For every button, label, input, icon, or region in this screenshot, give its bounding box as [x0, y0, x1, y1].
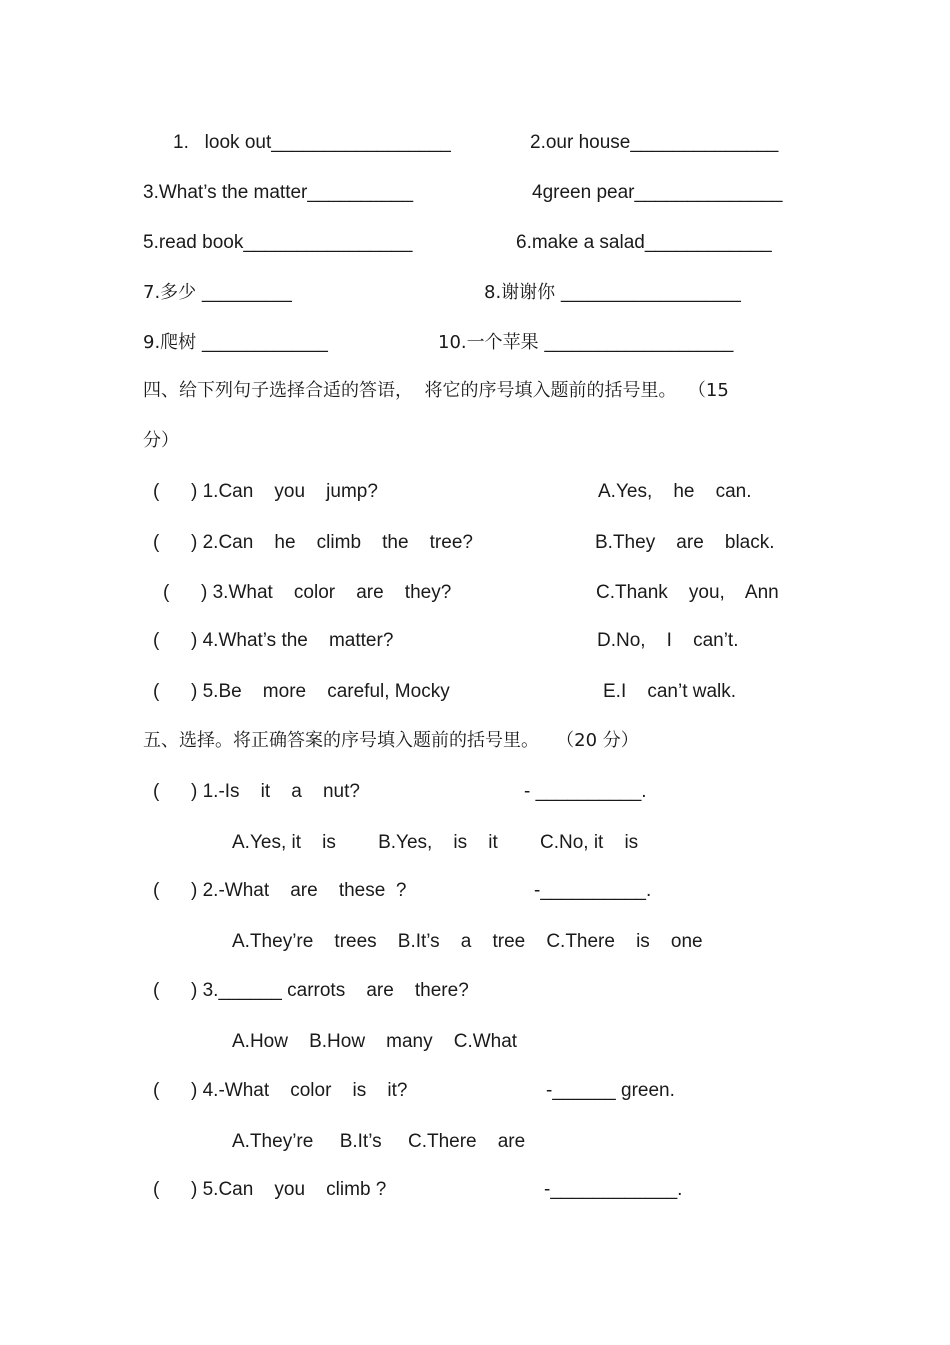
- translation-item-9: 9.爬树 ______________: [143, 332, 328, 353]
- section5-options-1: A.Yes, it is B.Yes, is it C.No, it is: [232, 832, 639, 853]
- section5-options-4: A.They’re B.It’s C.There are: [232, 1131, 526, 1152]
- section4-question-2: ( ) 2.Can he climb the tree?: [153, 532, 473, 553]
- section5-heading: 五、选择。将正确答案的序号填入题前的括号里。 （20 分）: [143, 730, 639, 751]
- section4-question-1: ( ) 1.Can you jump?: [153, 481, 378, 502]
- section4-answer-a: A.Yes, he can.: [598, 481, 752, 502]
- section5-question-3: ( ) 3.______ carrots are there?: [153, 980, 469, 1001]
- section4-answer-c: C.Thank you, Ann: [596, 582, 779, 603]
- section4-answer-d: D.No, I can’t.: [597, 630, 739, 651]
- translation-item-6: 6.make a salad____________: [516, 232, 772, 253]
- section4-answer-e: E.I can’t walk.: [603, 681, 737, 702]
- section5-question-2: ( ) 2.-What are these ?: [153, 880, 407, 901]
- section5-options-3: A.How B.How many C.What: [232, 1031, 518, 1052]
- section5-question-1: ( ) 1.-Is it a nut?: [153, 781, 360, 802]
- section4-question-3: ( ) 3.What color are they?: [163, 582, 452, 603]
- section4-heading-cont: 分）: [143, 430, 179, 451]
- section4-question-4: ( ) 4.What’s the matter?: [153, 630, 394, 651]
- section5-answer-blank-5: -____________.: [544, 1179, 683, 1200]
- translation-item-3: 3.What’s the matter__________: [143, 182, 414, 203]
- translation-item-8: 8.谢谢你 ____________________: [484, 282, 741, 303]
- translation-item-1: 1. look out_________________: [173, 132, 451, 153]
- section5-answer-blank-2: -__________.: [534, 880, 652, 901]
- section5-answer-blank-1: - __________.: [524, 781, 647, 802]
- section4-heading: 四、给下列句子选择合适的答语， 将它的序号填入题前的括号里。 （15: [143, 380, 729, 401]
- translation-item-7: 7.多少 __________: [143, 282, 292, 303]
- section4-answer-b: B.They are black.: [595, 532, 775, 553]
- section5-question-4: ( ) 4.-What color is it?: [153, 1080, 408, 1101]
- translation-item-4: 4green pear______________: [532, 182, 783, 203]
- translation-item-5: 5.read book________________: [143, 232, 413, 253]
- section4-question-5: ( ) 5.Be more careful, Mocky: [153, 681, 450, 702]
- translation-item-10: 10.一个苹果 _____________________: [438, 332, 734, 353]
- section5-question-5: ( ) 5.Can you climb ?: [153, 1179, 387, 1200]
- section5-answer-blank-4: -______ green.: [546, 1080, 675, 1101]
- section5-options-2: A.They’re trees B.It’s a tree C.There is one: [232, 931, 703, 952]
- translation-item-2: 2.our house______________: [530, 132, 779, 153]
